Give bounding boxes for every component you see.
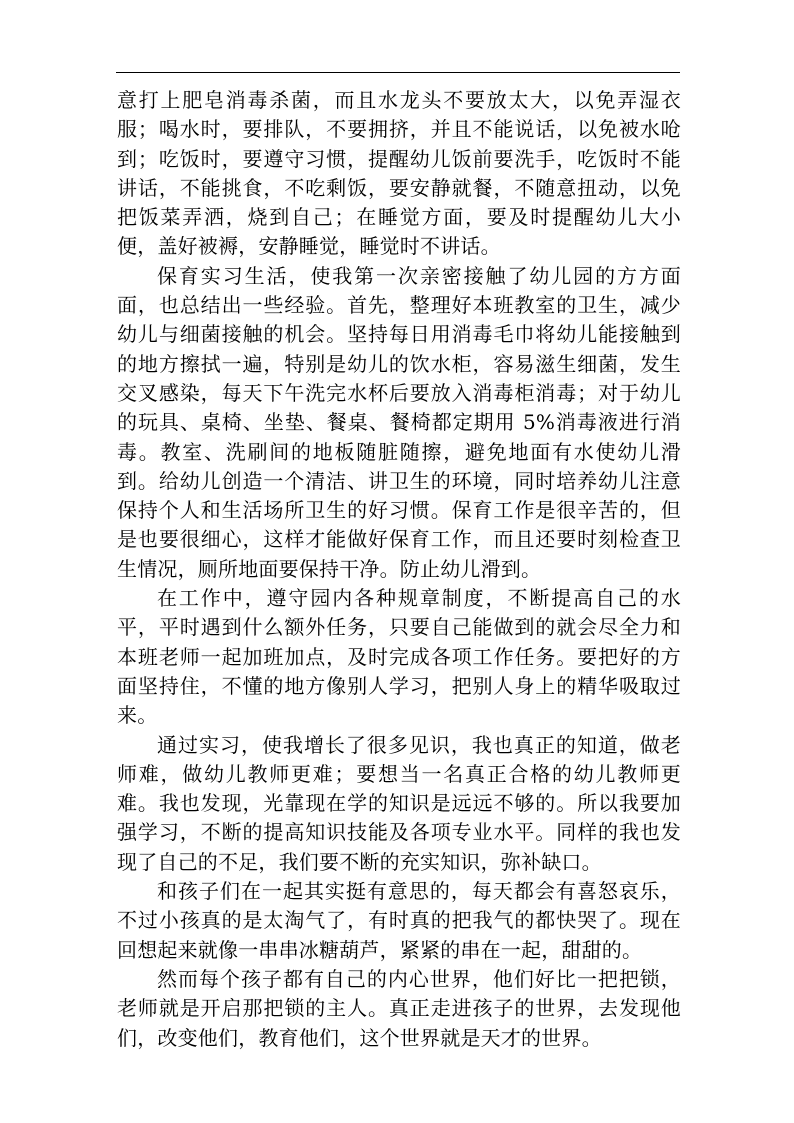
paragraph-5: 和孩子们在一起其实挺有意思的，每天都会有喜怒哀乐，不过小孩真的是太淘气了，有时真的把我气的都快哭了。现在回想起来就像一串串冰糖葫芦，紧紧的串在一起，甜甜的。 bbox=[117, 879, 681, 962]
document-body bbox=[117, 86, 681, 1053]
paragraph-6: 然而每个孩子都有自己的内心世界，他们好比一把把锁，老师就是开启那把锁的主人。真正走进孩子的世界，去发现他们，改变他们，教育他们，这个世界就是天才的世界。 bbox=[117, 966, 681, 1050]
header-rule bbox=[116, 72, 680, 73]
paragraph-3: 在工作中，遵守园内各种规章制度，不断提高自己的水平，平时遇到什么额外任务，只要自己能做到的就会尽全力和本班老师一起加班加点，及时完成各项工作任务。要把好的方面坚持住，不懂的地方像别人学习，把别人身上的精华吸取过来。 bbox=[117, 586, 681, 728]
paragraph-2: 保育实习生活，使我第一次亲密接触了幼儿园的方方面面，也总结出一些经验。首先，整理好本班教室的卫生，减少幼儿与细菌接触的机会。坚持每日用消毒毛巾将幼儿能接触到的地方擦拭一遍，特别是幼儿的饮水柜，容易滋生细菌，发生交叉感染，每天下午洗完水杯后要放入消毒柜消毒；对于幼儿的玩具、桌椅、坐垫、餐桌、餐椅都定期用 5%消毒液进行消毒。教室、洗刷间的地板随脏随擦，避免地面有水使幼儿滑到。给幼儿创造一个清洁、讲卫生的环境，同时培养幼儿注意保持个人和生活场所卫生的好习惯。保育工作是很辛苦的，但是也要很细心，这样才能做好保育工作，而且还要时刻检查卫生情况，厕所地面要保持干净。防止幼儿滑到。 bbox=[117, 263, 681, 581]
paragraph-1: 意打上肥皂消毒杀菌，而且水龙头不要放太大，以免弄湿衣服；喝水时，要排队，不要拥挤，并且不能说话，以免被水呛到；吃饭时，要遵守习惯，提醒幼儿饭前要洗手，吃饭时不能讲话，不能挑食，不吃剩饭，要安静就餐，不随意扭动，以免把饭菜弄洒，烧到自己；在睡觉方面，要及时提醒幼儿大小便，盖好被褥，安静睡觉，睡觉时不讲话。 bbox=[117, 88, 681, 259]
paragraph-4: 通过实习，使我增长了很多见识，我也真正的知道，做老师难，做幼儿教师更难；要想当一名真正合格的幼儿教师更难。我也发现，光靠现在学的知识是远远不够的。所以我要加强学习，不断的提高知识技能及各项专业水平。同样的我也发现了自己的不足，我们要不断的充实知识，弥补缺口。 bbox=[117, 732, 681, 874]
